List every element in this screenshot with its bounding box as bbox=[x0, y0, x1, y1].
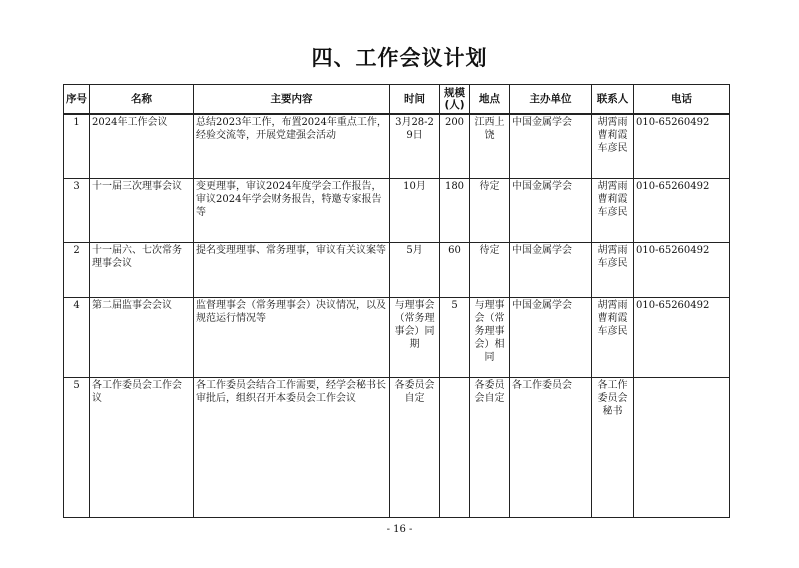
cell-content: 总结2023年工作，布置2024年重点工作，经验交流等，开展党建强会活动 bbox=[194, 114, 390, 178]
cell-time: 与理事会（常务理事会）同期 bbox=[390, 297, 440, 377]
header-place: 地点 bbox=[470, 85, 510, 115]
cell-place: 待定 bbox=[470, 242, 510, 297]
cell-contact: 胡霄雨 曹莉霞 车彦民 bbox=[592, 297, 634, 377]
cell-content: 提名变理理事、常务理事，审议有关议案等 bbox=[194, 242, 390, 297]
cell-seq: 3 bbox=[64, 178, 90, 242]
header-seq: 序号 bbox=[64, 85, 90, 115]
cell-phone bbox=[634, 377, 730, 518]
table-header-row bbox=[64, 85, 730, 115]
cell-name: 十一届三次理事会议 bbox=[90, 178, 194, 242]
cell-contact: 胡霄雨 曹莉霞 车彦民 bbox=[592, 114, 634, 178]
cell-place: 江西上饶 bbox=[470, 114, 510, 178]
table-row bbox=[64, 242, 730, 297]
cell-scale bbox=[440, 377, 470, 518]
cell-seq: 4 bbox=[64, 297, 90, 377]
cell-organizer: 中国金属学会 bbox=[510, 297, 592, 377]
cell-place: 待定 bbox=[470, 178, 510, 242]
cell-contact: 胡霄雨 曹莉霞 车彦民 bbox=[592, 178, 634, 242]
cell-scale: 180 bbox=[440, 178, 470, 242]
header-contact: 联系人 bbox=[592, 85, 634, 115]
cell-name: 2024年工作会议 bbox=[90, 114, 194, 178]
meeting-plan-table bbox=[63, 84, 730, 518]
table-row bbox=[64, 297, 730, 377]
cell-organizer: 中国金属学会 bbox=[510, 242, 592, 297]
cell-content: 变更理事，审议2024年度学会工作报告，审议2024年学会财务报告，特邀专家报告等 bbox=[194, 178, 390, 242]
page-number: - 16 - bbox=[386, 524, 413, 535]
cell-scale: 200 bbox=[440, 114, 470, 178]
cell-name: 各工作委员会工作会议 bbox=[90, 377, 194, 518]
table-row bbox=[64, 178, 730, 242]
cell-place: 各委员会自定 bbox=[470, 377, 510, 518]
cell-time: 5月 bbox=[390, 242, 440, 297]
cell-time: 3月28-29日 bbox=[390, 114, 440, 178]
cell-organizer: 各工作委员会 bbox=[510, 377, 592, 518]
cell-phone: 010-65260492 bbox=[634, 114, 730, 178]
cell-seq: 1 bbox=[64, 114, 90, 178]
cell-phone: 010-65260492 bbox=[634, 242, 730, 297]
header-scale: 规模(人) bbox=[440, 85, 470, 115]
cell-seq: 2 bbox=[64, 242, 90, 297]
header-time: 时间 bbox=[390, 85, 440, 115]
cell-scale: 5 bbox=[440, 297, 470, 377]
table-row bbox=[64, 377, 730, 518]
cell-contact: 胡霄雨 车彦民 bbox=[592, 242, 634, 297]
cell-place: 与理事会（常务理事会）相同 bbox=[470, 297, 510, 377]
cell-contact: 各工作委员会秘书 bbox=[592, 377, 634, 518]
cell-seq: 5 bbox=[64, 377, 90, 518]
cell-phone: 010-65260492 bbox=[634, 297, 730, 377]
cell-time: 各委员会自定 bbox=[390, 377, 440, 518]
cell-content: 各工作委员会结合工作需要，经学会秘书长审批后，组织召开本委员会工作会议 bbox=[194, 377, 390, 518]
cell-name: 十一届六、七次常务理事会议 bbox=[90, 242, 194, 297]
cell-time: 10月 bbox=[390, 178, 440, 242]
cell-name: 第二届监事会会议 bbox=[90, 297, 194, 377]
header-name: 名称 bbox=[90, 85, 194, 115]
page-title: 四、工作会议计划 bbox=[311, 46, 488, 70]
header-content: 主要内容 bbox=[194, 85, 390, 115]
header-phone: 电话 bbox=[634, 85, 730, 115]
header-organizer: 主办单位 bbox=[510, 85, 592, 115]
table-row bbox=[64, 114, 730, 178]
cell-scale: 60 bbox=[440, 242, 470, 297]
cell-content: 监督理事会（常务理事会）决议情况，以及规范运行情况等 bbox=[194, 297, 390, 377]
cell-organizer: 中国金属学会 bbox=[510, 178, 592, 242]
cell-organizer: 中国金属学会 bbox=[510, 114, 592, 178]
cell-phone: 010-65260492 bbox=[634, 178, 730, 242]
